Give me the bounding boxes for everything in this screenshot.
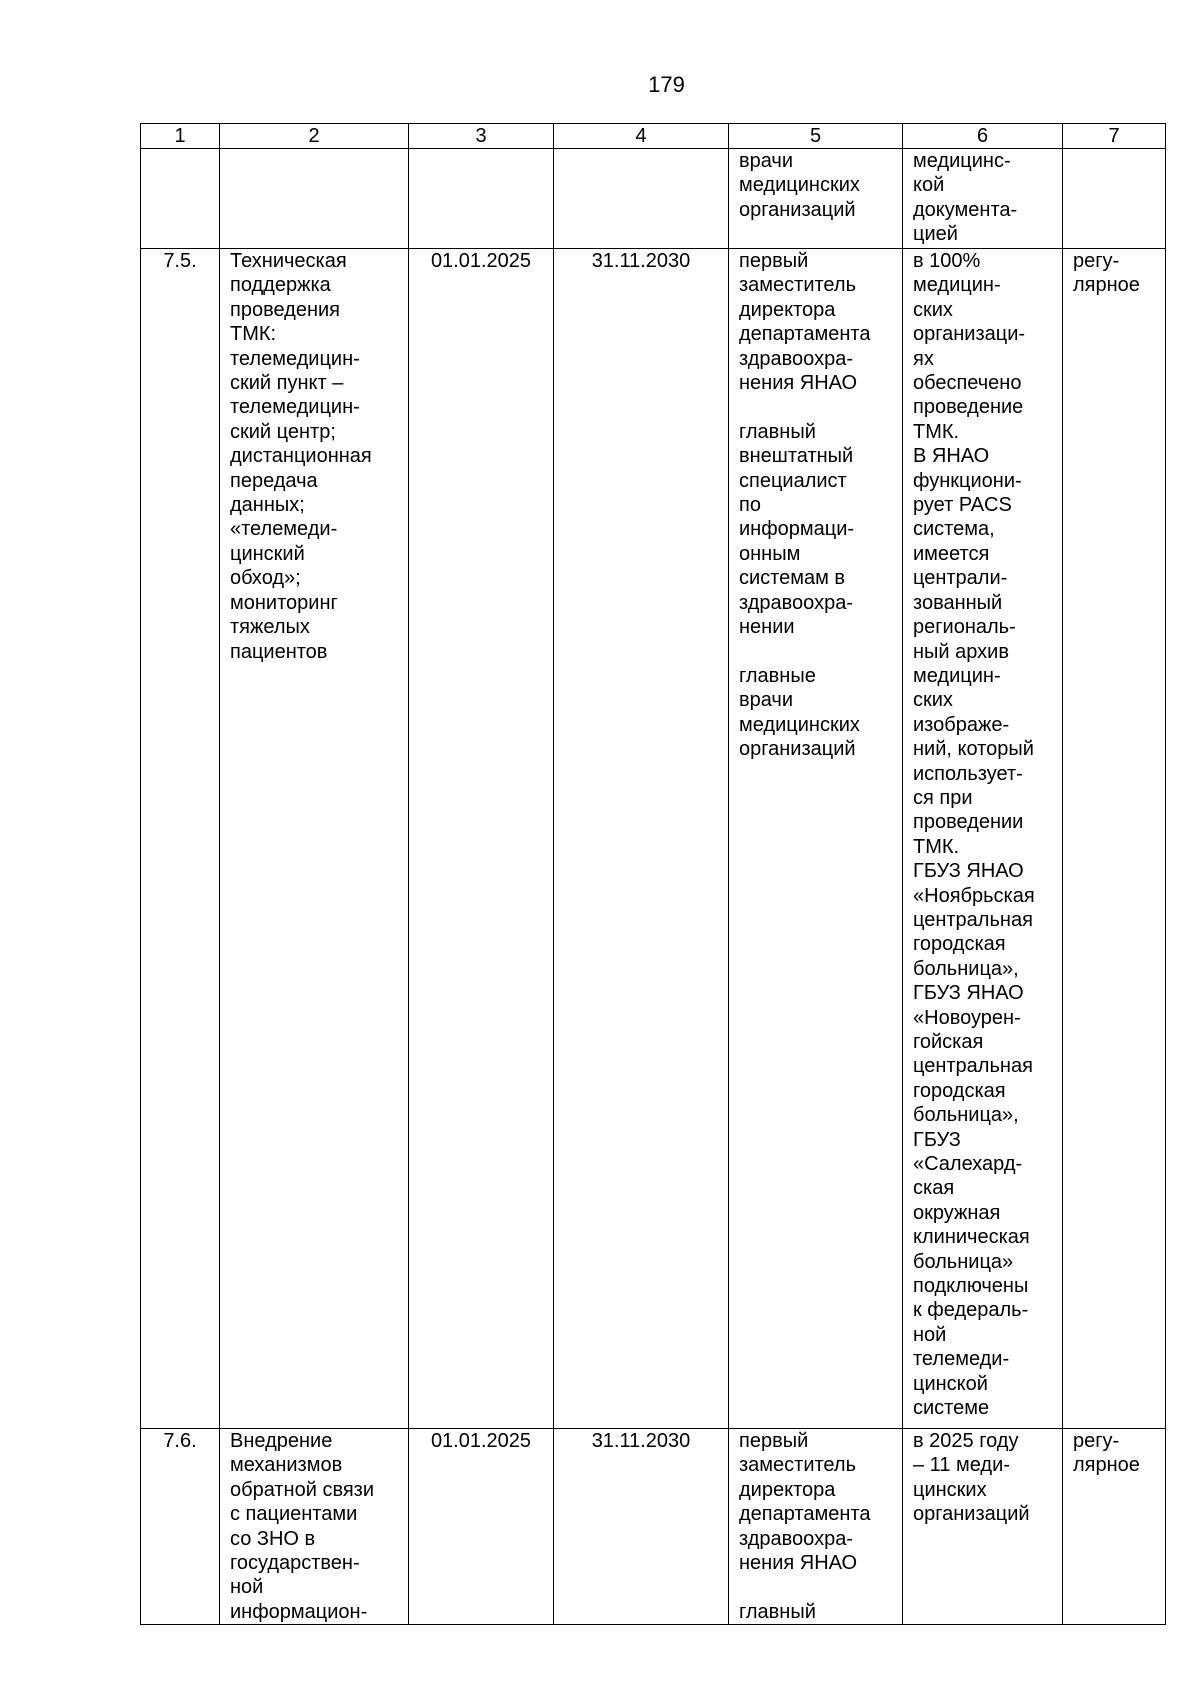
- column-header: 7: [1063, 124, 1166, 149]
- cell-start-date: 01.01.2025: [409, 1429, 554, 1625]
- cell-start-date: 01.01.2025: [409, 249, 554, 1429]
- column-header: 3: [409, 124, 554, 149]
- cell-responsible: первый заместитель директора департамента здравоохра- нения ЯНАО главный: [729, 1429, 903, 1625]
- cell-result: в 2025 году – 11 меди- цинских организаций: [903, 1429, 1063, 1625]
- cell-activity: Техническая поддержка проведения ТМК: телемедицин- ский пункт – телемедицин- ский центр; дистанционная передача данных; «телемеди- цинский обход»; мониторинг тяжелых пациентов: [220, 249, 409, 1429]
- page-number: 179: [648, 72, 685, 97]
- cell-responsible: первый заместитель директора департамента здравоохра- нения ЯНАО главный внештатный специалист по информаци- онным системам в здравоохра- нении главные врачи медицинских организаций: [729, 249, 903, 1429]
- table-row: [141, 249, 1166, 1429]
- column-header: 5: [729, 124, 903, 149]
- cell-activity: Внедрение механизмов обратной связи с пациентами со ЗНО в государствен- ной информацион-: [220, 1429, 409, 1625]
- table-header-row: [141, 124, 1166, 149]
- cell-responsible: врачи медицинских организаций: [729, 149, 903, 249]
- cell-result: в 100% медицин- ских организаци- ях обеспечено проведение ТМК. В ЯНАО функциони- рует PACS система, имеется централи- зованный региональ- ный архив медицин- ских изображе- ний, который использует- ся при проведении ТМК. ГБУЗ ЯНАО «Ноябрьская центральная городская больница», ГБУЗ ЯНАО «Новоурен- гойская центральная городская больница», ГБУЗ «Салехард- ская окружная клиническая больница» подключены к федераль- ной телемеди- цинской системе: [903, 249, 1063, 1429]
- cell-end-date: 31.11.2030: [554, 249, 729, 1429]
- column-header: 1: [141, 124, 220, 149]
- cell-start-date: [409, 149, 554, 249]
- plan-table: [140, 123, 1166, 1625]
- cell-number: 7.6.: [141, 1429, 220, 1625]
- column-header: 2: [220, 124, 409, 149]
- cell-activity: [220, 149, 409, 249]
- table-row: [141, 1429, 1166, 1625]
- cell-number: 7.5.: [141, 249, 220, 1429]
- column-header: 6: [903, 124, 1063, 149]
- cell-type: регу- лярное: [1063, 249, 1166, 1429]
- cell-end-date: [554, 149, 729, 249]
- cell-number: [141, 149, 220, 249]
- cell-result: медицинс- кой документа- цией: [903, 149, 1063, 249]
- column-header: 4: [554, 124, 729, 149]
- table-row-continued: [141, 149, 1166, 249]
- cell-type: регу- лярное: [1063, 1429, 1166, 1625]
- cell-type: [1063, 149, 1166, 249]
- cell-end-date: 31.11.2030: [554, 1429, 729, 1625]
